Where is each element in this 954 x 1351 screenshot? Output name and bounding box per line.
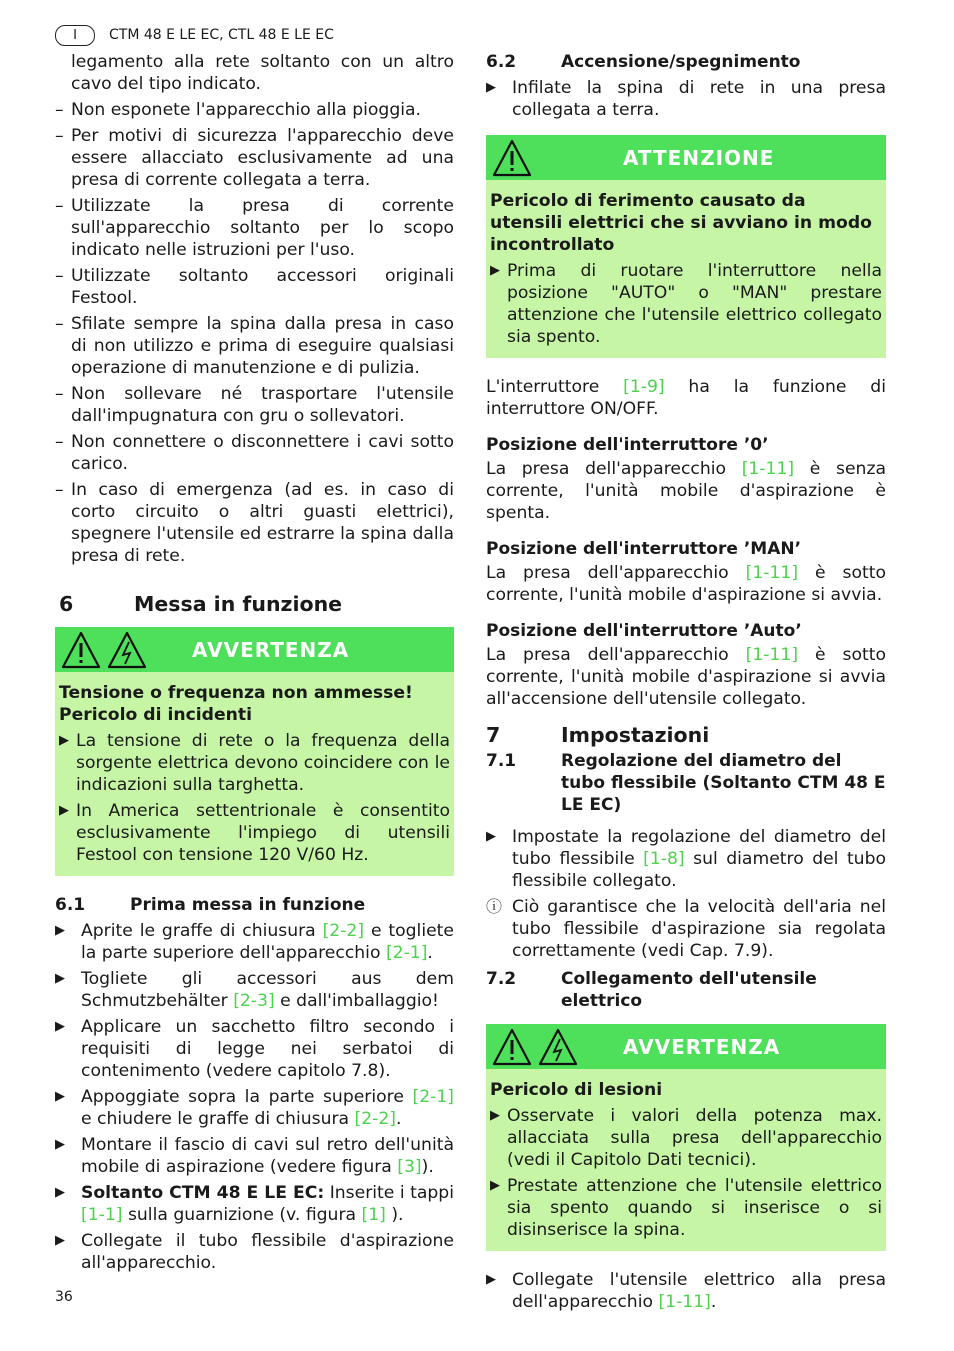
warning-icon: [492, 139, 532, 177]
language-badge: I: [55, 25, 95, 46]
figure-reference: [2-3]: [233, 991, 275, 1011]
page-header: [55, 24, 334, 46]
warning-icon: [492, 1028, 532, 1066]
list-item: ▶ Togliete gli accessori aus dem Schmutzbehälter [2-3] e dall'imballaggio!: [55, 969, 454, 1011]
figure-reference: [1-1]: [81, 1205, 123, 1225]
paragraph: L'interruttore [1-9] ha la funzione di interruttore ON/OFF.: [486, 377, 886, 419]
warning-header: [486, 1024, 886, 1069]
warning-line: Pericolo di incidenti: [59, 705, 252, 725]
figure-reference: [1-11]: [745, 563, 799, 583]
figure-reference: [2-2]: [322, 921, 365, 941]
right-column: [486, 51, 886, 1317]
caution-title: ATTENZIONE: [623, 145, 775, 170]
warning-line: Pericolo di lesioni: [490, 1080, 663, 1100]
list-item: ▶ Applicare un sacchetto filtro secondo i requisiti di legge nei serbatoi di contenimento (vedere capitolo 7.8).: [55, 1017, 454, 1081]
warning-bullet: ▶ La tensione di rete o la frequenza della sorgente elettrica devono coincidere con le indicazioni sulla targhetta.: [59, 731, 450, 795]
list-item: ▶ Collegate l'utensile elettrico alla presa dell'apparecchio [1-11].: [486, 1270, 886, 1312]
figure-reference: [1-8]: [643, 849, 685, 869]
figure-reference: [3]: [397, 1157, 422, 1177]
figure-reference: [2-1]: [385, 943, 428, 963]
subheading: Posizione dell'interruttore ’0’: [486, 435, 769, 455]
list-item: ▶ Collegate il tubo flessibile d'aspirazione all'apparecchio.: [55, 1231, 454, 1273]
list-item: ▶ Appoggiate sopra la parte superiore [2-1] e chiudere le graffe di chiusura [2-2].: [55, 1087, 454, 1129]
warning-header: [55, 627, 454, 672]
subsection-heading: 6.2 Accensione/spegnimento: [486, 52, 801, 72]
subsection-heading: 6.1 Prima messa in funzione: [55, 895, 366, 915]
list-item: – Non sollevare né trasportare l'utensile dall'impugnatura con gru o sollevatori.: [55, 384, 454, 426]
paragraph: La presa dell'apparecchio [1-11] è senza corrente, l'unità mobile d'aspirazione è spenta.: [486, 459, 886, 523]
warning-title: AVVERTENZA: [623, 1034, 781, 1059]
warning-title: AVVERTENZA: [192, 637, 350, 662]
info-note: ⓘ Ciò garantisce che la velocità dell'aria nel tubo flessibile d'aspirazione sia regolata correttamente (vedi Cap. 7.9).: [486, 897, 886, 961]
warning-line: Tensione o frequenza non ammesse!: [59, 683, 413, 703]
warning-box: [55, 627, 454, 876]
caution-line: Pericolo di ferimento causato da utensili elettrici che si avviano in modo incontrollato: [490, 191, 872, 255]
subheading: Posizione dell'interruttore ’Auto’: [486, 621, 802, 641]
list-item: – Utilizzate soltanto accessori originali Festool.: [55, 266, 454, 308]
section-heading: 6 Messa in funzione: [59, 592, 343, 616]
figure-reference: [1-11]: [741, 459, 795, 479]
model-title: CTM 48 E LE EC, CTL 48 E LE EC: [109, 27, 334, 43]
list-item: – Non connettere o disconnettere i cavi sotto carico.: [55, 432, 454, 474]
list-item: ▶ Montare il fascio di cavi sul retro dell'unità mobile di aspirazione (vedere figura [3]).: [55, 1135, 454, 1177]
list-item: – In caso di emergenza (ad es. in caso di corto circuito o altri guasti elettrici), spegnere l'utensile ed estrarre la spina dalla presa di rete.: [55, 480, 454, 566]
subsection-heading: 7.1 Regolazione del diametro del tubo flessibile (Soltanto CTM 48 E LE EC): [486, 751, 886, 815]
subsection-heading: 7.2 Collegamento dell'utensile elettrico: [486, 969, 817, 1011]
warning-bullet: ▶ Prestate attenzione che l'utensile elettrico sia spento quando si inserisce o si disinserisce la spina.: [490, 1176, 882, 1240]
figure-reference: [1-9]: [623, 377, 665, 397]
list-item: ▶ Impostate la regolazione del diametro del tubo flessibile [1-8] sul diametro del tubo flessibile collegato.: [486, 827, 886, 891]
list-item: – Non esponete l'apparecchio alla pioggia.: [55, 100, 421, 120]
left-column: [55, 51, 454, 1278]
list-item: – Sfilate sempre la spina dalla presa in caso di non utilizzo e prima di eseguire qualsiasi operazione di manutenzione e di pulizia.: [55, 314, 454, 378]
figure-reference: [2-1]: [412, 1087, 454, 1107]
electric-hazard-icon: [538, 1028, 578, 1066]
list-item: ▶ Soltanto CTM 48 E LE EC: Inserite i tappi [1-1] sulla guarnizione (v. figura [1] ).: [55, 1183, 454, 1225]
subheading: Posizione dell'interruttore ’MAN’: [486, 539, 802, 559]
warning-bullet: ▶ In America settentrionale è consentito esclusivamente l'impiego di utensili Festool con tensione 120 V/60 Hz.: [59, 801, 450, 865]
warning-box: [486, 1024, 886, 1251]
electric-hazard-icon: [107, 631, 147, 669]
list-item: legamento alla rete soltanto con un altro cavo del tipo indicato.: [71, 52, 454, 94]
section-heading: 7 Impostazioni: [486, 723, 710, 747]
paragraph: La presa dell'apparecchio [1-11] è sotto corrente, l'unità mobile d'aspirazione si avvia all'accensione dell'utensile collegato.: [486, 645, 886, 709]
caution-header: [486, 135, 886, 180]
paragraph: La presa dell'apparecchio [1-11] è sotto corrente, l'unità mobile d'aspirazione si avvia.: [486, 563, 886, 605]
figure-reference: [1]: [361, 1205, 386, 1225]
figure-reference: [1-11]: [658, 1292, 711, 1312]
list-item: ▶ Aprite le graffe di chiusura [2-2] e togliete la parte superiore dell'apparecchio [2-1].: [55, 921, 454, 963]
info-icon: ⓘ: [486, 897, 503, 916]
page-number: 36: [55, 1289, 73, 1305]
list-item: – Utilizzate la presa di corrente sull'apparecchio soltanto per lo scopo indicato nelle istruzioni per l'uso.: [55, 196, 454, 260]
list-item: ▶ Infilate la spina di rete in una presa collegata a terra.: [486, 78, 886, 120]
figure-reference: [1-11]: [745, 645, 799, 665]
warning-icon: [61, 631, 101, 669]
caution-box: [486, 135, 886, 358]
list-item: – Per motivi di sicurezza l'apparecchio deve essere allacciato esclusivamente ad una presa di corrente collegata a terra.: [55, 126, 454, 190]
figure-reference: [2-2]: [354, 1109, 397, 1129]
warning-bullet: ▶ Osservate i valori della potenza max. allacciata sulla presa dell'apparecchio (vedi il Capitolo Dati tecnici).: [490, 1106, 882, 1170]
caution-bullet: ▶ Prima di ruotare l'interruttore nella posizione "AUTO" o "MAN" prestare attenzione che l'utensile elettrico collegato sia spento.: [490, 261, 882, 347]
